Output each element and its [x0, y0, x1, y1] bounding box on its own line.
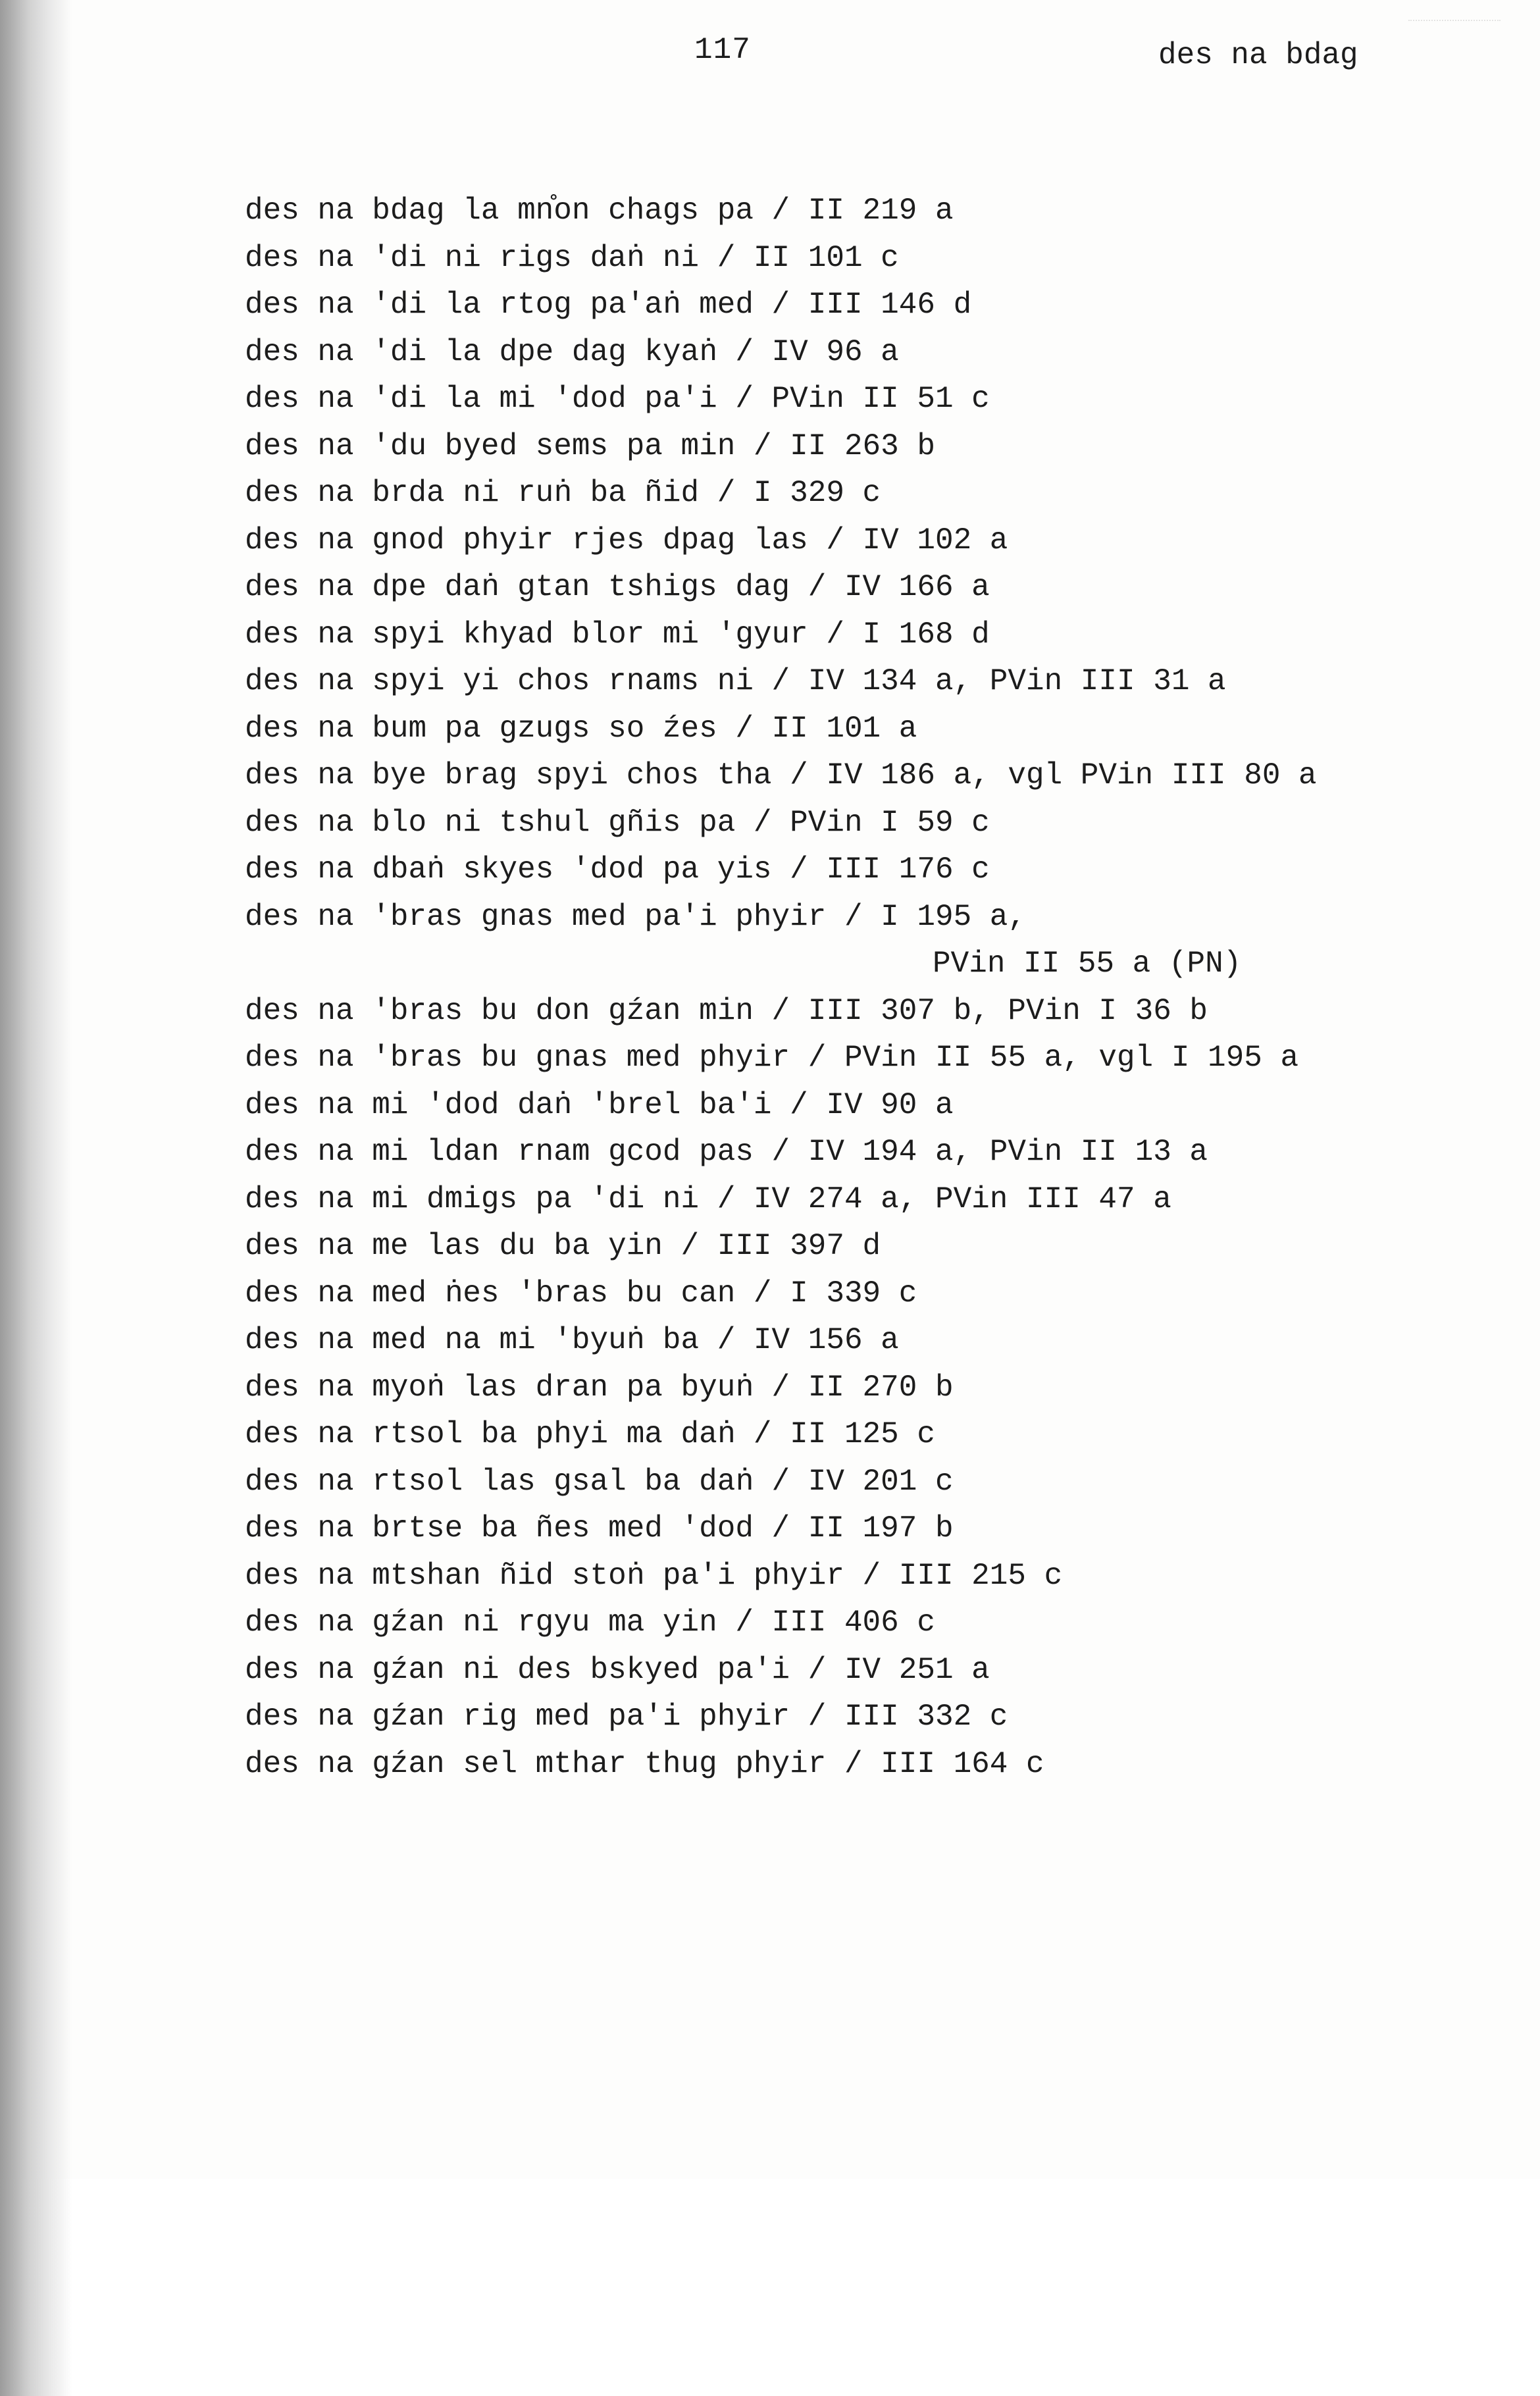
concordance-entry	[245, 1553, 1495, 1600]
entry-phrase: des na rtsol ba phyi ma daṅ /	[245, 1417, 772, 1451]
concordance-entry	[245, 894, 1495, 941]
entry-reference: II 197 b	[808, 1511, 954, 1546]
entry-phrase: des na bdag la mn̊on chags pa /	[245, 194, 790, 228]
entry-phrase: des na mi 'dod daṅ 'brel ba'i /	[245, 1087, 808, 1122]
scan-artifact	[1408, 20, 1501, 47]
entry-phrase: des na med ṅes 'bras bu can /	[245, 1276, 772, 1311]
concordance-entry	[245, 188, 1495, 235]
entry-phrase: des na 'bras gnas med pa'i phyir /	[245, 899, 863, 934]
entry-phrase: des na med na mi 'byuṅ ba /	[245, 1323, 736, 1357]
entry-reference: II 263 b	[790, 429, 935, 463]
concordance-list	[245, 188, 1495, 1788]
concordance-entry	[245, 1317, 1495, 1365]
entry-reference: I 329 c	[753, 476, 881, 510]
entry-reference: IV 134 a, PVin III 31 a	[808, 664, 1226, 698]
entry-phrase: des na 'di la mi 'dod pa'i /	[245, 382, 754, 416]
entry-reference: IV 156 a	[753, 1323, 899, 1357]
concordance-entry	[245, 1647, 1495, 1694]
entry-reference: IV 274 a, PVin III 47 a	[753, 1182, 1171, 1216]
entry-phrase: des na dpe daṅ gtan tshigs dag /	[245, 570, 827, 604]
concordance-entry	[245, 564, 1495, 612]
concordance-entry	[245, 282, 1495, 329]
concordance-entry	[245, 1129, 1495, 1176]
concordance-entry	[245, 470, 1495, 517]
entry-reference: II 101 a	[771, 711, 917, 746]
entry-phrase: des na gnod phyir rjes dpag las /	[245, 523, 844, 558]
concordance-entry	[245, 706, 1495, 753]
entry-reference: IV 90 a	[826, 1087, 954, 1122]
entry-reference: I 195 a,	[881, 899, 1026, 934]
binding-shadow	[0, 0, 72, 2396]
concordance-entry	[245, 1176, 1495, 1224]
entry-phrase: des na spyi khyad blor mi 'gyur /	[245, 617, 844, 652]
entry-reference: IV 102 a	[862, 523, 1008, 558]
entry-phrase: des na gźan ni rgyu ma yin /	[245, 1605, 754, 1640]
concordance-entry	[245, 800, 1495, 847]
concordance-entry	[245, 846, 1495, 894]
concordance-entry	[245, 1270, 1495, 1318]
entry-reference: IV 166 a	[844, 570, 990, 604]
entry-reference: I 339 c	[790, 1276, 917, 1311]
entry-reference: II 101 c	[753, 240, 899, 275]
entry-reference: III 215 c	[898, 1558, 1063, 1593]
entry-reference: III 307 b, PVin I 36 b	[808, 993, 1208, 1028]
entry-phrase: des na brda ni ruṅ ba ñid /	[245, 476, 736, 510]
entry-reference: I 168 d	[862, 617, 990, 652]
entry-reference: PVin II 55 a (PN)	[933, 947, 1242, 981]
entry-phrase: des na bum pa gzugs so źes /	[245, 711, 754, 746]
concordance-entry	[245, 612, 1495, 659]
concordance-entry	[245, 376, 1495, 423]
concordance-entry	[245, 1411, 1495, 1459]
concordance-entry	[245, 1694, 1495, 1741]
entry-phrase: des na 'di la dpe dag kyaṅ /	[245, 334, 754, 369]
entry-phrase: des na gźan ni des bskyed pa'i /	[245, 1652, 827, 1687]
entry-reference: III 397 d	[717, 1229, 881, 1263]
entry-reference: III 146 d	[808, 288, 972, 322]
concordance-entry	[245, 1223, 1495, 1270]
entry-reference: II 125 c	[790, 1417, 935, 1451]
entry-continuation	[245, 941, 1495, 988]
entry-phrase: des na 'du byed sems pa min /	[245, 429, 772, 463]
concordance-entry	[245, 1505, 1495, 1553]
entry-reference: II 270 b	[808, 1370, 954, 1405]
entry-phrase: des na myoṅ las dran pa byuṅ /	[245, 1370, 790, 1405]
entry-reference: IV 96 a	[771, 334, 899, 369]
entry-phrase: des na bye brag spyi chos tha /	[245, 758, 808, 793]
concordance-entry	[245, 517, 1495, 565]
entry-reference: PVin II 55 a, vgl I 195 a	[844, 1041, 1299, 1075]
entry-phrase: des na mtshan ñid stoṅ pa'i phyir /	[245, 1558, 881, 1593]
entry-reference: III 176 c	[826, 852, 990, 887]
entry-phrase: des na dbaṅ skyes 'dod pa yis /	[245, 852, 808, 887]
entry-phrase: des na spyi yi chos rnams ni /	[245, 664, 790, 698]
entry-phrase: des na 'bras bu don gźan min /	[245, 993, 790, 1028]
entry-phrase: des na gźan rig med pa'i phyir /	[245, 1700, 827, 1734]
entry-phrase: des na 'bras bu gnas med phyir /	[245, 1041, 827, 1075]
concordance-entry	[245, 1459, 1495, 1506]
entry-phrase: des na me las du ba yin /	[245, 1229, 700, 1263]
concordance-entry	[245, 1365, 1495, 1412]
entry-phrase: des na gźan sel mthar thug phyir /	[245, 1746, 863, 1781]
entry-phrase: des na 'di ni rigs daṅ ni /	[245, 240, 736, 275]
entry-reference: IV 201 c	[808, 1464, 954, 1499]
concordance-entry	[245, 423, 1495, 471]
entry-phrase: des na mi dmigs pa 'di ni /	[245, 1182, 736, 1216]
concordance-entry	[245, 1082, 1495, 1130]
concordance-entry	[245, 1035, 1495, 1082]
running-head: des na bdag	[1158, 38, 1358, 72]
page-number: 117	[694, 33, 751, 67]
entry-reference: III 164 c	[881, 1746, 1044, 1781]
concordance-entry	[245, 752, 1495, 800]
entry-phrase: des na rtsol las gsal ba daṅ /	[245, 1464, 790, 1499]
entry-reference: IV 194 a, PVin II 13 a	[808, 1135, 1208, 1169]
entry-reference: III 406 c	[771, 1605, 935, 1640]
entry-reference: IV 251 a	[844, 1652, 990, 1687]
entry-reference: IV 186 a, vgl PVin III 80 a	[826, 758, 1317, 793]
concordance-entry	[245, 1741, 1495, 1788]
entry-phrase: des na brtse ba ñes med 'dod /	[245, 1511, 790, 1546]
concordance-entry	[245, 329, 1495, 377]
entry-phrase: des na blo ni tshul gñis pa /	[245, 805, 772, 840]
concordance-entry	[245, 235, 1495, 282]
entry-phrase: des na 'di la rtog pa'aṅ med /	[245, 288, 790, 322]
entry-phrase: des na mi ldan rnam gcod pas /	[245, 1135, 790, 1169]
entry-reference: PVin II 51 c	[771, 382, 990, 416]
concordance-entry	[245, 1600, 1495, 1647]
entry-reference: III 332 c	[844, 1700, 1008, 1734]
concordance-entry	[245, 988, 1495, 1035]
entry-reference: PVin I 59 c	[790, 805, 990, 840]
concordance-entry	[245, 658, 1495, 706]
entry-reference: II 219 a	[808, 194, 954, 228]
